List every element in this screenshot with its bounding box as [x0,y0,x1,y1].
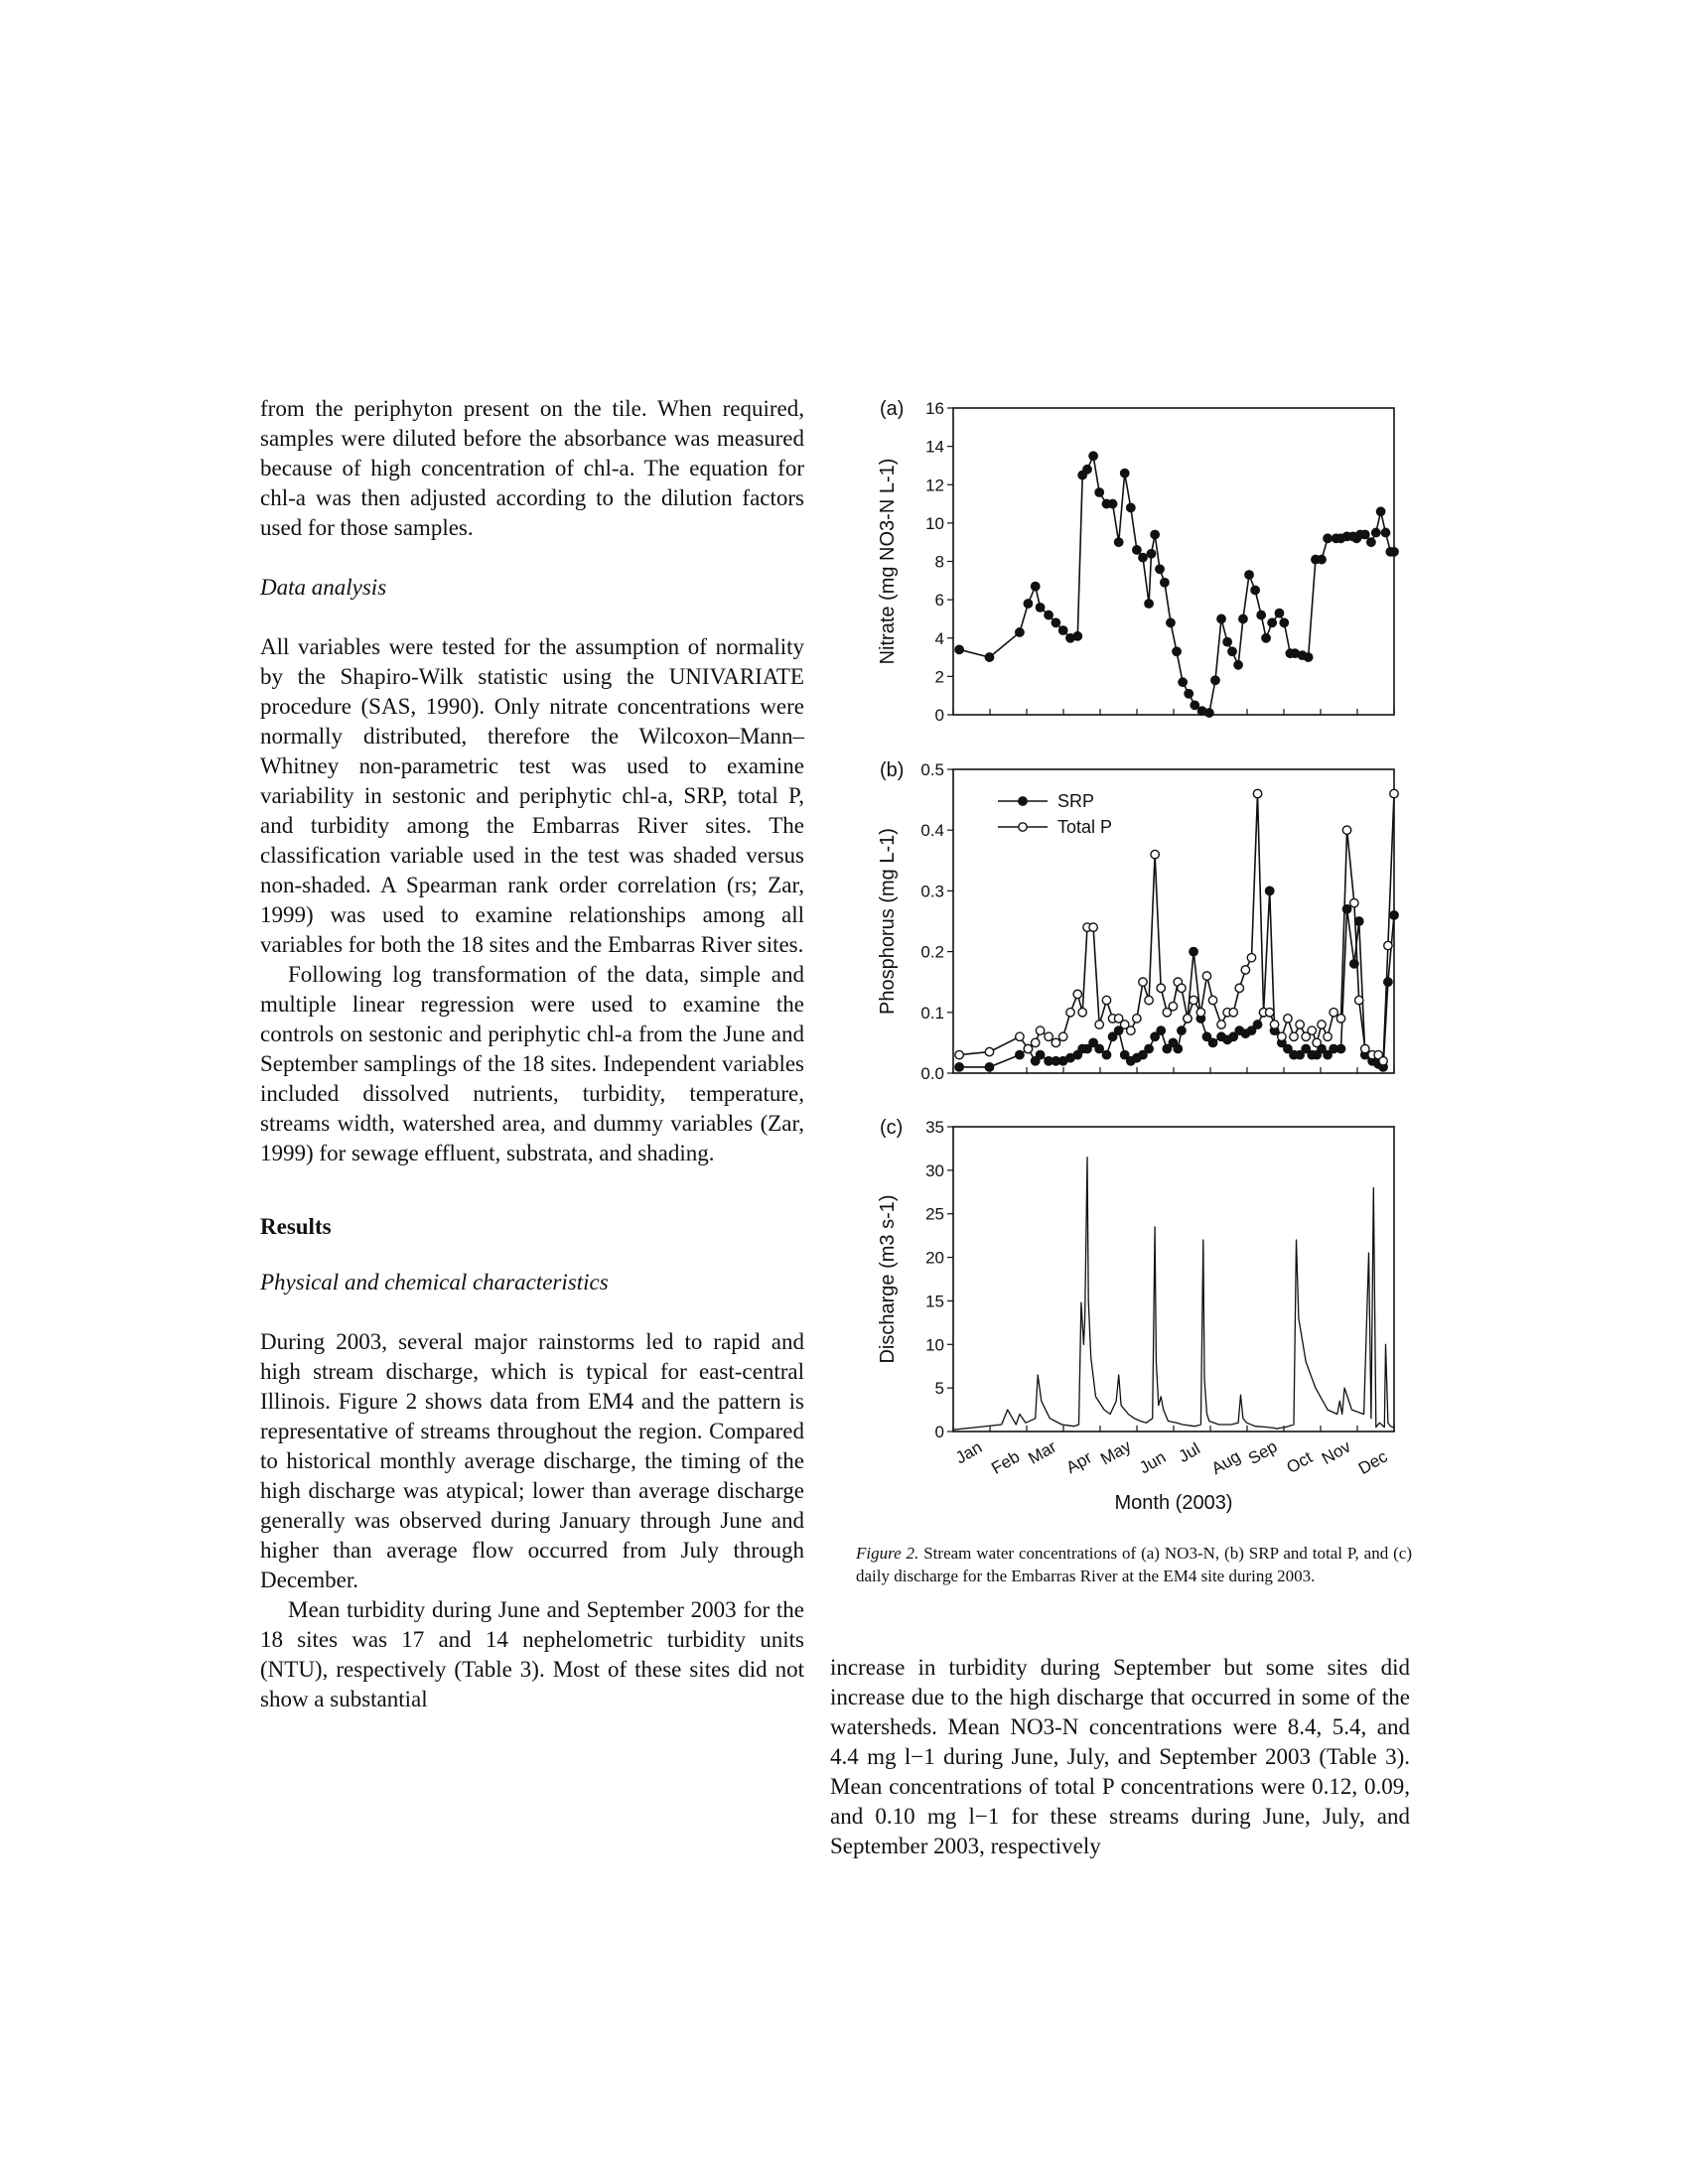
panel-a [877,398,1398,725]
panel-b [877,759,1398,1083]
data-point [985,1063,993,1071]
data-point [1036,1026,1044,1034]
data-point [955,1063,963,1071]
data-point [1024,1044,1032,1052]
data-point [1381,528,1389,536]
x-tick-label: Nov [1318,1436,1354,1469]
data-point [1095,1021,1103,1028]
heading-physical-chemical: Physical and chemical characteristics [260,1270,609,1295]
data-point [1196,1009,1204,1017]
data-point [1089,923,1097,931]
y-tick-label: 0.1 [920,1003,944,1023]
data-point [1262,634,1270,642]
data-point [1217,614,1225,622]
data-point [1234,661,1242,669]
data-point [1169,1002,1177,1010]
data-point [1190,947,1197,955]
data-point [985,653,993,661]
data-point [1390,548,1398,556]
data-point [1266,887,1274,894]
data-point [1089,452,1097,460]
data-point [1318,1021,1326,1028]
right-column [830,1653,1410,1861]
data-point [1355,917,1363,925]
y-tick-label: 10 [925,513,944,533]
x-tick-label: Mar [1025,1436,1060,1468]
data-point [955,645,963,653]
paragraph-regression: Following log transformation of the data, simple and multiple linear regression were used to examine the controls on sestonic and periphytic chl-a from the June and September samplings of the 18 sites. Independent variables included dissolved nutrients, turbidity, temperature, streams width, watershed area, and dummy variables (Zar, 1999) for sewage effluent, substrata, and shading. [260,962,804,1165]
data-point [1133,1015,1141,1023]
data-point [1270,1021,1278,1028]
data-point [1223,637,1231,645]
y-tick-label: 8 [934,552,944,572]
y-axis-title: Nitrate (mg NO3-N L-1) [877,458,899,665]
y-tick-label: 4 [934,628,944,648]
data-point [1127,503,1135,511]
y-tick-label: 2 [934,667,944,687]
y-axis-title: Phosphorus (mg L-1) [877,828,899,1015]
panel-c [877,1117,1394,1514]
data-point [1361,1044,1369,1052]
data-point [1121,469,1129,477]
series-line [959,794,1394,1061]
y-tick-label: 16 [925,399,944,418]
data-point [1318,555,1326,563]
data-point [1296,1021,1304,1028]
data-point [1275,609,1283,616]
paragraph-rainstorms: During 2003, several major rainstorms led to rapid and high stream discharge, which is typical for east-central Illinois. Figure 2 shows data from EM4 and the pattern is representative of streams throughout the region. Compared to historical monthly average discharge, the timing of the high discharge was atypical; lower than average discharge generally was observed during January through June and higher than average flow occurred from July through December. [260,1329,804,1592]
data-point [1045,611,1052,618]
y-tick-label: 35 [925,1118,944,1137]
caption-text: Stream water concentrations of (a) NO3-N, (b) SRP and total P, and (c) daily discharge for the Embarras River at the EM4 site during 2003. [856,1544,1412,1585]
y-tick-label: 15 [925,1292,944,1311]
paragraph-nitrate-means: increase in turbidity during September but some sites did increase due to the high discharge that occurred in some of the watersheds. Mean NO3-N concentrations were 8.4, 5.4, and 4.4 mg l−1 during June, July, and September 2003 (Table 3). Mean concentrations of total P concentrations were 0.12, 0.09, and 0.10 mg l−1 for these streams during June, July, and September 2003, respectively [830,1655,1410,1858]
data-point [1228,647,1236,655]
data-point [1350,898,1358,906]
legend-marker [1019,797,1027,805]
y-tick-label: 0.0 [920,1064,944,1083]
data-point [1127,1026,1135,1034]
data-point [1052,618,1059,626]
data-point [1268,618,1276,626]
data-point [1161,579,1169,587]
data-point [1058,626,1066,634]
data-point [1211,676,1219,684]
data-point [1145,1044,1153,1052]
x-tick-label: Aug [1207,1446,1244,1479]
data-point [1304,653,1312,661]
data-point [1239,614,1247,622]
y-tick-label: 0 [934,706,944,725]
data-point [1390,911,1398,919]
x-tick-label: Apr [1062,1447,1095,1478]
plot-frame [953,408,1394,715]
y-tick-label: 0.3 [920,882,944,901]
data-point [1342,826,1350,834]
series-line [959,456,1394,713]
caption-label: Figure 2. [856,1544,919,1563]
figure-caption [856,1542,1412,1587]
data-point [1241,966,1249,974]
data-point [1308,1026,1316,1034]
data-point [1324,534,1332,542]
data-point [1073,632,1081,640]
data-point [1016,1032,1024,1040]
y-tick-label: 0.5 [920,760,944,779]
x-tick-label: Oct [1283,1447,1316,1478]
data-point [1032,582,1040,590]
data-point [1190,996,1197,1004]
data-point [1032,1038,1040,1046]
series-line [953,1158,1394,1431]
data-point [1330,1009,1337,1017]
data-point [1016,628,1024,636]
data-point [1073,990,1081,998]
data-point [1036,604,1044,612]
data-point [1185,690,1193,698]
data-point [1229,1009,1237,1017]
data-point [1372,528,1380,536]
y-tick-label: 5 [934,1379,944,1399]
y-axis-title: Discharge (m3 s-1) [877,1194,899,1364]
data-point [1151,850,1159,858]
x-tick-label: Sep [1244,1436,1281,1469]
data-point [1247,954,1255,962]
data-point [1095,1044,1103,1052]
heading-data-analysis: Data analysis [260,575,387,600]
plot-frame [953,769,1394,1073]
data-point [1179,678,1187,686]
data-point [1313,1038,1321,1046]
data-point [1379,1057,1387,1065]
data-point [1390,789,1398,797]
data-point [1102,996,1110,1004]
data-point [1290,1032,1298,1040]
data-point [1036,1050,1044,1058]
data-point [1078,1009,1086,1017]
x-tick-label: Feb [988,1446,1024,1478]
data-point [1284,1015,1292,1023]
y-tick-label: 20 [925,1248,944,1268]
data-point [1324,1032,1332,1040]
y-tick-label: 0 [934,1423,944,1441]
data-point [1208,1038,1216,1046]
data-point [1336,1015,1344,1023]
paragraph-periphyton: from the periphyton present on the tile. When required, samples were diluted before the absorbance was measured because of high concentration of chl-a. The equation for chl-a was then adjusted according to the dilution factors used for those samples. [260,396,804,540]
y-tick-label: 0.2 [920,942,944,962]
legend-marker [1019,823,1027,831]
data-point [1139,978,1147,986]
data-point [1280,618,1288,626]
x-tick-label: Jun [1136,1447,1170,1478]
legend-label: Total P [1057,817,1113,837]
y-tick-label: 6 [934,591,944,611]
data-point [1245,571,1253,579]
data-point [1235,984,1243,992]
plot-frame [953,1127,1394,1432]
data-point [1083,466,1091,474]
data-point [1184,1015,1192,1023]
data-point [1016,1050,1024,1058]
y-tick-label: 30 [925,1160,944,1180]
legend-label: SRP [1057,791,1095,811]
heading-results: Results [260,1214,332,1239]
data-point [1208,996,1216,1004]
y-tick-label: 12 [925,476,944,495]
data-point [1266,1009,1274,1017]
data-point [1178,984,1186,992]
data-point [1145,996,1153,1004]
data-point [1024,600,1032,608]
x-tick-label: Jan [952,1437,986,1468]
data-point [1108,499,1116,507]
data-point [1253,1021,1261,1028]
data-point [1066,1009,1074,1017]
data-point [1145,600,1153,608]
data-point [1174,1044,1182,1052]
paragraph-normality: All variables were tested for the assumption of normality by the Shapiro-Wilk statistic using the UNIVARIATE procedure (SAS, 1990). Only nitrate concentrations were normally distributed, therefore the Wilcoxon–Mann–Whitney non-parametric test was used to examine variability in sestonic and periphytic chl-a, SRP, total P, and turbidity among the Embarras River sites. The classification variable used in the test was shaded versus non-shaded. A Spearman rank order correlation (rs; Zar, 1999) was used to examine relationships among all variables for both the 18 sites and the Embarras River sites. [260,634,804,957]
data-point [1253,789,1261,797]
data-point [1058,1032,1066,1040]
paragraph-turbidity: Mean turbidity during June and September 2003 for the 18 sites was 17 and 14 nephelometric turbidity units (NTU), respectively (Table 3). Most of these sites did not show a substantial [260,1597,804,1711]
figure-2-chart [866,392,1422,1534]
panel-label: (b) [880,759,905,781]
data-point [1257,611,1265,618]
data-point [1147,550,1155,558]
data-point [1217,1021,1225,1028]
x-tick-label: Jul [1175,1438,1203,1466]
data-point [985,1047,993,1055]
panel-label: (a) [880,398,905,420]
data-point [1173,647,1181,655]
data-point [1114,538,1122,546]
data-point [1156,565,1164,573]
data-point [1052,1038,1059,1046]
data-point [1278,1032,1286,1040]
data-point [1361,530,1369,538]
data-point [1095,488,1103,496]
data-point [1336,1044,1344,1052]
data-point [1251,586,1259,594]
data-point [1133,546,1141,554]
data-point [1167,618,1175,626]
data-point [1191,701,1198,709]
data-point [1178,1026,1186,1034]
data-point [1355,996,1363,1004]
y-tick-label: 14 [925,437,944,457]
y-tick-label: 25 [925,1204,944,1224]
data-point [1367,538,1375,546]
x-axis-title: Month (2003) [1114,1492,1233,1514]
data-point [1157,1026,1165,1034]
data-point [1151,530,1159,538]
data-point [1139,553,1147,561]
y-tick-label: 10 [925,1335,944,1355]
data-point [1376,507,1384,515]
data-point [1102,1050,1110,1058]
x-tick-label: May [1097,1435,1135,1469]
data-point [1384,941,1392,949]
left-column [260,394,804,1714]
data-point [955,1050,963,1058]
x-tick-label: Dec [1354,1446,1391,1479]
y-tick-label: 0.4 [920,821,944,841]
data-point [1384,978,1392,986]
data-point [1202,972,1210,980]
data-point [1157,984,1165,992]
data-point [1045,1032,1052,1040]
data-point [1205,709,1213,717]
panel-label: (c) [880,1117,904,1139]
